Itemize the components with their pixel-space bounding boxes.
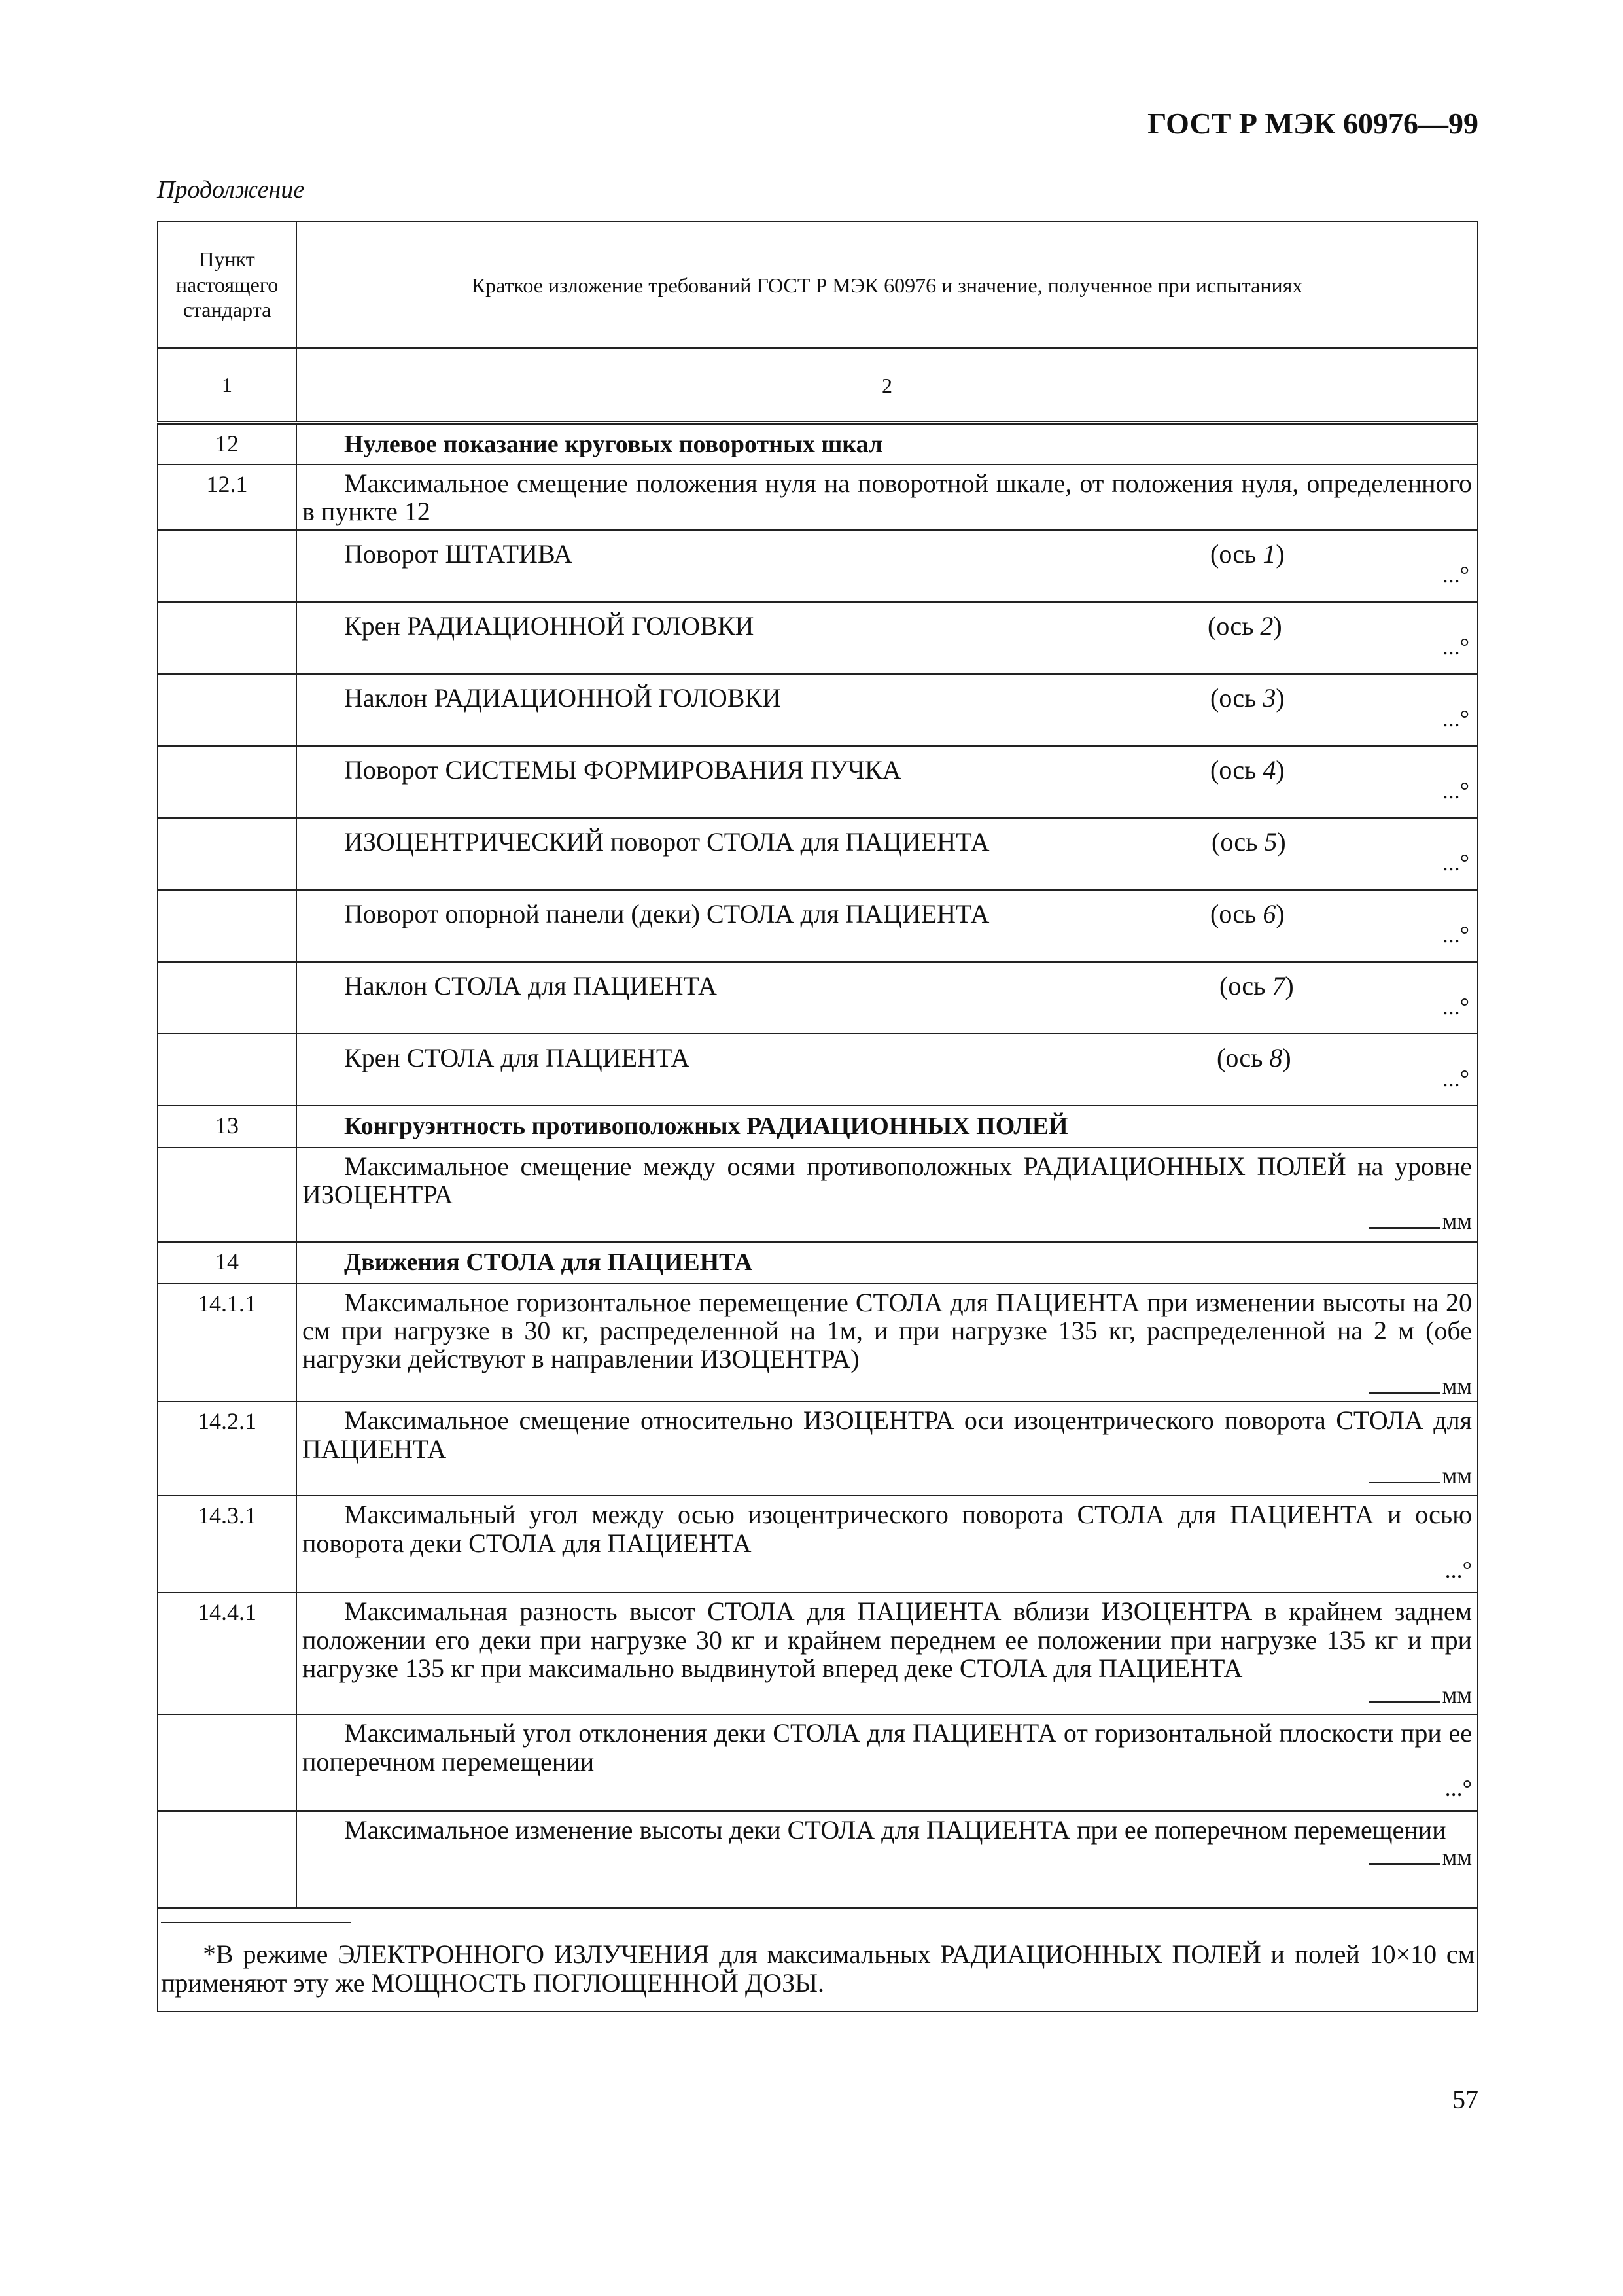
degree-value: ...° <box>1444 1556 1472 1583</box>
page-number: 57 <box>1452 2085 1478 2114</box>
row-deck-height <box>158 1811 1478 1908</box>
row-14-3-1 <box>158 1496 1478 1593</box>
unit-label: мм <box>1442 1682 1472 1708</box>
answer-blank <box>1369 1482 1440 1483</box>
axis-number: 8 <box>1269 1043 1283 1072</box>
axis-label: Наклон СТОЛА для ПАЦИЕНТА <box>344 971 717 1000</box>
requirement-text: Максимальное смещение между осями противоположных РАДИАЦИОННЫХ ПОЛЕЙ на уровне ИЗОЦЕНТРА <box>302 1152 1472 1210</box>
answer-blank <box>1369 1863 1440 1865</box>
requirement-text: Максимальный угол отклонения деки СТОЛА для ПАЦИЕНТА от горизонтальной плоскости при ее поперечном перемещении <box>302 1718 1472 1776</box>
degree-value: ...° <box>1442 993 1469 1019</box>
footnote-text: *В режиме ЭЛЕКТРОННОГО ИЗЛУЧЕНИЯ для максимальных РАДИАЦИОННЫХ ПОЛЕЙ и полей 10×10 см применяют эту же МОЩНОСТЬ ПОГЛОЩЕННОЙ ДОЗЫ. <box>161 1939 1475 1998</box>
axis-number: 3 <box>1263 683 1276 713</box>
point-number: 12.1 <box>206 471 248 497</box>
footnote-rule <box>161 1922 351 1923</box>
requirement-text: Максимальный угол между осью изоцентрического поворота СТОЛА для ПАЦИЕНТА и осью поворота деки СТОЛА для ПАЦИЕНТА <box>302 1500 1472 1558</box>
footnote-row <box>158 1908 1478 2011</box>
section-14-row <box>158 1242 1478 1284</box>
requirements-table <box>157 221 1478 2012</box>
point-number: 14.2.1 <box>198 1408 256 1435</box>
axis-number: 4 <box>1263 755 1276 785</box>
answer-blank <box>1369 1392 1440 1394</box>
axis-row-7: Наклон СТОЛА для ПАЦИЕНТА (ось 7) ...° <box>158 962 1478 1034</box>
col2-header: Краткое изложение требований ГОСТ Р МЭК 60976 и значение, полученное при испытаниях <box>296 221 1478 348</box>
column-number-row <box>158 348 1478 423</box>
axis-label: Поворот СИСТЕМЫ ФОРМИРОВАНИЯ ПУЧКА <box>344 755 901 785</box>
point-number: 12 <box>215 431 239 457</box>
axis-number: 7 <box>1272 971 1285 1000</box>
point-number: 14.4.1 <box>198 1599 256 1626</box>
section-title: Конгруэнтность противоположных РАДИАЦИОННЫХ ПОЛЕЙ <box>344 1112 1068 1140</box>
section-13-row <box>158 1106 1478 1148</box>
axis-row-5: ИЗОЦЕНТРИЧЕСКИЙ поворот СТОЛА для ПАЦИЕНТА (ось 5) ...° <box>158 818 1478 890</box>
degree-value: ...° <box>1444 1775 1472 1801</box>
section-12-row <box>158 423 1478 465</box>
axis-row-1: Поворот ШТАТИВА (ось 1) ...° <box>158 530 1478 602</box>
axis-row-3: Наклон РАДИАЦИОННОЙ ГОЛОВКИ (ось 3) ...° <box>158 674 1478 746</box>
section-title: Движения СТОЛА для ПАЦИЕНТА <box>344 1248 753 1276</box>
col1-number: 1 <box>158 348 296 423</box>
unit-label: мм <box>1442 1208 1472 1235</box>
section-title: Нулевое показание круговых поворотных шкал <box>344 431 883 458</box>
degree-value: ...° <box>1442 705 1469 732</box>
requirement-text: Максимальное горизонтальное перемещение СТОЛА для ПАЦИЕНТА при изменении высоты на 20 см при нагрузке в 30 кг, распределенной на 1м, и при нагрузке 135 кг, распределенной на 2 м (обе нагрузки действуют в направлении ИЗОЦЕНТРА) <box>302 1288 1472 1374</box>
degree-value: ...° <box>1442 777 1469 804</box>
answer-blank <box>1369 1701 1440 1703</box>
row-12-1 <box>158 465 1478 530</box>
requirement-text: Максимальная разность высот СТОЛА для ПАЦИЕНТА вблизи ИЗОЦЕНТРА в крайнем заднем положении его деки при нагрузке 30 кг и крайнем переднем ее положении при нагрузке 135 кг и при нагрузке 135 кг при максимально выдвинутой вперед деке СТОЛА для ПАЦИЕНТА <box>302 1597 1472 1683</box>
axis-number: 2 <box>1260 611 1274 641</box>
axis-number: 6 <box>1263 899 1276 928</box>
axis-label: Крен СТОЛА для ПАЦИЕНТА <box>344 1043 690 1072</box>
row-deck-tilt <box>158 1714 1478 1811</box>
unit-label: мм <box>1442 1843 1472 1870</box>
row-14-1-1 <box>158 1284 1478 1402</box>
degree-value: ...° <box>1442 921 1469 947</box>
unit-label: мм <box>1442 1462 1472 1489</box>
axis-label: ИЗОЦЕНТРИЧЕСКИЙ поворот СТОЛА для ПАЦИЕНТА <box>344 827 990 857</box>
requirement-text: Максимальное смещение относительно ИЗОЦЕНТРА оси изоцентрического поворота СТОЛА для ПАЦИЕНТА <box>302 1405 1472 1464</box>
axis-number: 1 <box>1263 539 1276 569</box>
row-14-4-1 <box>158 1593 1478 1714</box>
unit-label: мм <box>1442 1372 1472 1399</box>
axis-label: Крен РАДИАЦИОННОЙ ГОЛОВКИ <box>344 611 754 641</box>
point-number: 14.3.1 <box>198 1502 256 1529</box>
point-number: 14.1.1 <box>198 1290 256 1316</box>
col1-header: Пункт настоящего стандарта <box>158 221 296 348</box>
document-header: ГОСТ Р МЭК 60976—99 <box>1147 107 1478 140</box>
degree-value: ...° <box>1442 1065 1469 1091</box>
row-13 <box>158 1148 1478 1242</box>
axis-row-8: Крен СТОЛА для ПАЦИЕНТА (ось 8) ...° <box>158 1034 1478 1106</box>
axis-label: Поворот ШТАТИВА <box>344 539 572 569</box>
point-number: 14 <box>215 1248 239 1275</box>
table-header-row <box>158 221 1478 348</box>
axis-label: Наклон РАДИАЦИОННОЙ ГОЛОВКИ <box>344 683 782 713</box>
degree-value: ...° <box>1442 633 1469 660</box>
row-14-2-1 <box>158 1402 1478 1496</box>
axis-row-6: Поворот опорной панели (деки) СТОЛА для ПАЦИЕНТА (ось 6) ...° <box>158 890 1478 962</box>
point-number: 13 <box>215 1112 239 1139</box>
degree-value: ...° <box>1442 561 1469 588</box>
degree-value: ...° <box>1442 849 1469 875</box>
continuation-label: Продолжение <box>157 176 305 203</box>
requirement-text: Максимальное изменение высоты деки СТОЛА для ПАЦИЕНТА при ее поперечном перемещении <box>344 1815 1446 1845</box>
axis-number: 5 <box>1264 827 1278 857</box>
axis-label: Поворот опорной панели (деки) СТОЛА для ПАЦИЕНТА <box>344 899 990 928</box>
axis-row-2: Крен РАДИАЦИОННОЙ ГОЛОВКИ (ось 2) ...° <box>158 602 1478 674</box>
answer-blank <box>1369 1227 1440 1229</box>
requirement-text: Максимальное смещение положения нуля на поворотной шкале, от положения нуля, определенного в пункте 12 <box>302 468 1472 527</box>
col2-number: 2 <box>296 348 1478 423</box>
axis-row-4: Поворот СИСТЕМЫ ФОРМИРОВАНИЯ ПУЧКА (ось 4) ...° <box>158 746 1478 818</box>
